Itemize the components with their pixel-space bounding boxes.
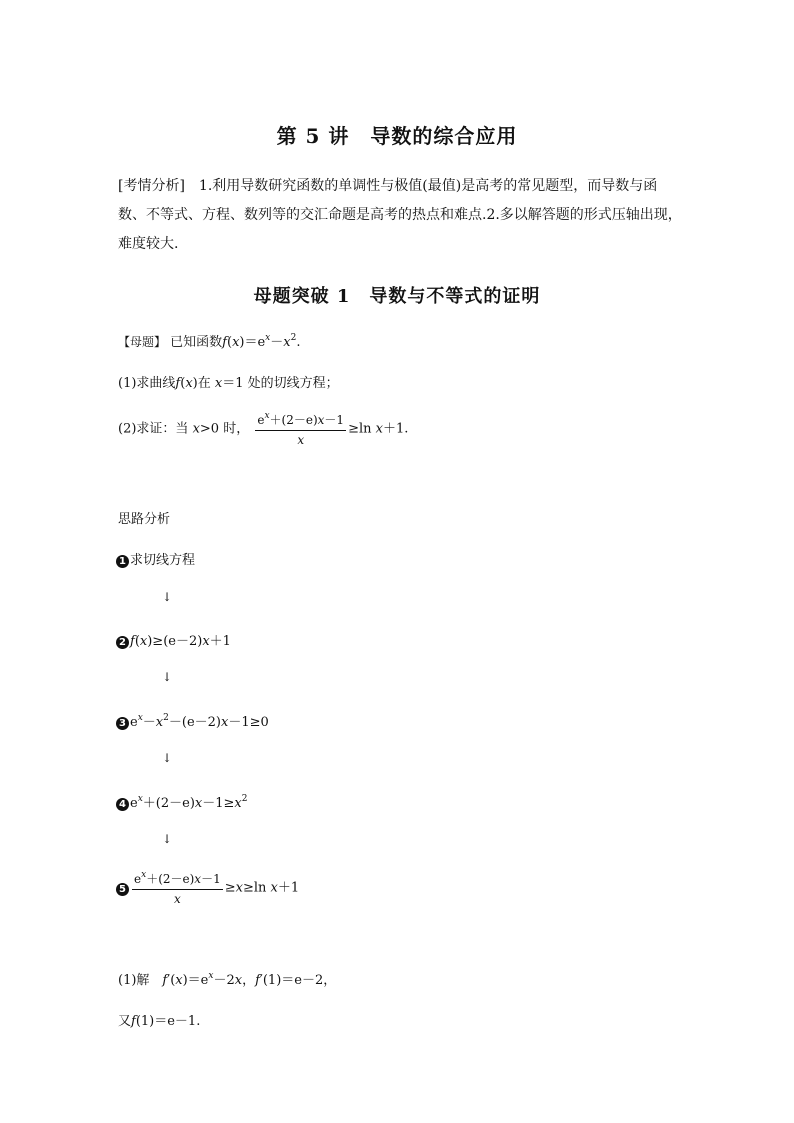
solution-text: )＝e [182,973,209,988]
exam-analysis [118,172,684,259]
fx-symbol: f [131,1014,136,1029]
x-symbol: x [317,413,325,427]
step-text: －1≥0 [228,715,269,730]
fx-symbol: f [175,376,181,391]
q1-text: )在 [192,376,211,391]
step-text: －1≥ [202,796,235,811]
frac-text: e [134,872,142,886]
q1-text: ＝1 处的切线方程； [222,376,339,391]
x-symbol: x [194,872,202,886]
exponent: x [137,794,143,804]
thinking-label: 思路分析 [118,512,171,527]
q1-text: (1)求曲线 [118,376,176,391]
x-symbol: x [234,973,243,988]
step-4 [116,792,247,811]
step-text: ( [134,634,140,649]
solution-text: ， [242,973,256,988]
solution-line-1 [118,969,336,988]
solution-text: (1)＝e－1. [135,1014,201,1029]
fraction [255,411,346,447]
section-title: 母题突破 1 导数与不等式的证明 [253,286,541,307]
fx-symbol: f [130,634,135,649]
x-symbol: x [185,376,193,391]
fx-symbol: f [222,335,227,350]
exponent: x [141,870,147,880]
fx-symbol: f [255,973,260,988]
stem-text: . [296,335,301,350]
q1-text: ( [180,376,186,391]
stem-text: － [270,335,284,350]
lecture-title: 第 5 讲 导数的综合应用 [276,124,518,148]
down-arrow-icon: ↓ [162,832,173,846]
q2-text: ＋1. [382,421,409,437]
paren: ( [226,335,233,350]
frac-text: ＋(2－e) [269,413,318,427]
fraction-denominator: x [297,433,305,447]
fx-symbol: f [162,973,168,988]
step-1 [116,549,195,568]
step-text: 求切线方程 [130,553,196,568]
problem-stem [118,331,300,350]
solution-text: ′ [259,973,263,988]
frac-text: ＋(2－e) [146,872,195,886]
step-5 [116,870,299,906]
q2-text: ≥ln [348,421,372,437]
q2-text: (2)求证：当 [118,421,189,437]
step-number-5: 5 [116,883,129,896]
step-number-3: 3 [116,717,129,730]
question-1 [118,372,339,391]
frac-text: －1 [201,872,221,886]
step-text: ＋(2－e) [142,796,195,811]
question-2 [118,411,408,447]
down-arrow-icon: ↓ [162,751,173,765]
exponent: 2 [163,713,169,723]
x-symbol: x [194,796,203,811]
analysis-text: 1.利用导数研究函数的单调性与极值(最值)是高考的常见题型，而导数与函数、不等式、方程、数列等的交汇命题是高考的热点和难点.2.多以解答题的形式压轴出现，难度较大. [118,178,682,252]
step-2 [116,630,231,649]
step-text: －(e－2) [168,715,221,730]
step-number-2: 2 [116,636,129,649]
x-symbol: x [270,880,278,896]
x-symbol: x [214,376,223,391]
exponent: 2 [290,333,297,343]
solution-text: ′ [167,973,171,988]
step-number-1: 1 [116,555,129,568]
x-symbol: x [155,715,164,730]
x-symbol: x [202,634,210,649]
exponent: 2 [241,794,248,804]
analysis-label: [考情分析] [118,178,185,194]
x-symbol: x [220,715,229,730]
step-text: e [130,715,138,730]
problem-label: 【母题】 [118,335,167,349]
solution-text: (1)＝e－2， [262,973,337,988]
stem-prefix: 已知函数 [170,335,223,350]
solution-line-2 [118,1010,200,1029]
fraction-numerator [132,870,223,890]
step-text: )≥(e－2) [147,634,203,649]
step-text: e [130,796,138,811]
step-text: － [142,715,156,730]
stem-text: )＝e [239,335,266,350]
frac-text: e [257,413,265,427]
step-text: ＋1 [209,634,231,649]
step-text: ≥ln [242,880,267,896]
fraction-denominator: x [173,892,181,906]
x-symbol: x [232,335,240,350]
step-text: ＋1 [277,880,300,896]
exponent: x [137,713,143,723]
solution-text: (1)解 [118,973,163,988]
x-symbol: x [375,421,383,437]
exponent: x [265,333,271,343]
x-symbol: x [283,335,291,350]
solution-text: －2 [213,973,235,988]
exponent: x [208,971,214,981]
x-symbol: x [139,634,148,649]
x-symbol: x [175,973,183,988]
x-symbol: x [192,421,200,437]
down-arrow-icon: ↓ [162,670,173,684]
solution-text: 又 [118,1014,132,1029]
down-arrow-icon: ↓ [162,590,173,604]
x-symbol: x [234,796,242,811]
x-symbol: x [235,880,243,896]
step-number-4: 4 [116,798,129,811]
step-3 [116,711,269,730]
q2-text: >0 时， [199,421,250,437]
fraction [132,870,223,906]
fraction-numerator [255,411,346,431]
solution-text: ( [170,973,176,988]
frac-text: －1 [324,413,345,427]
exponent: x [264,411,270,421]
step-text: ≥ [224,880,236,896]
